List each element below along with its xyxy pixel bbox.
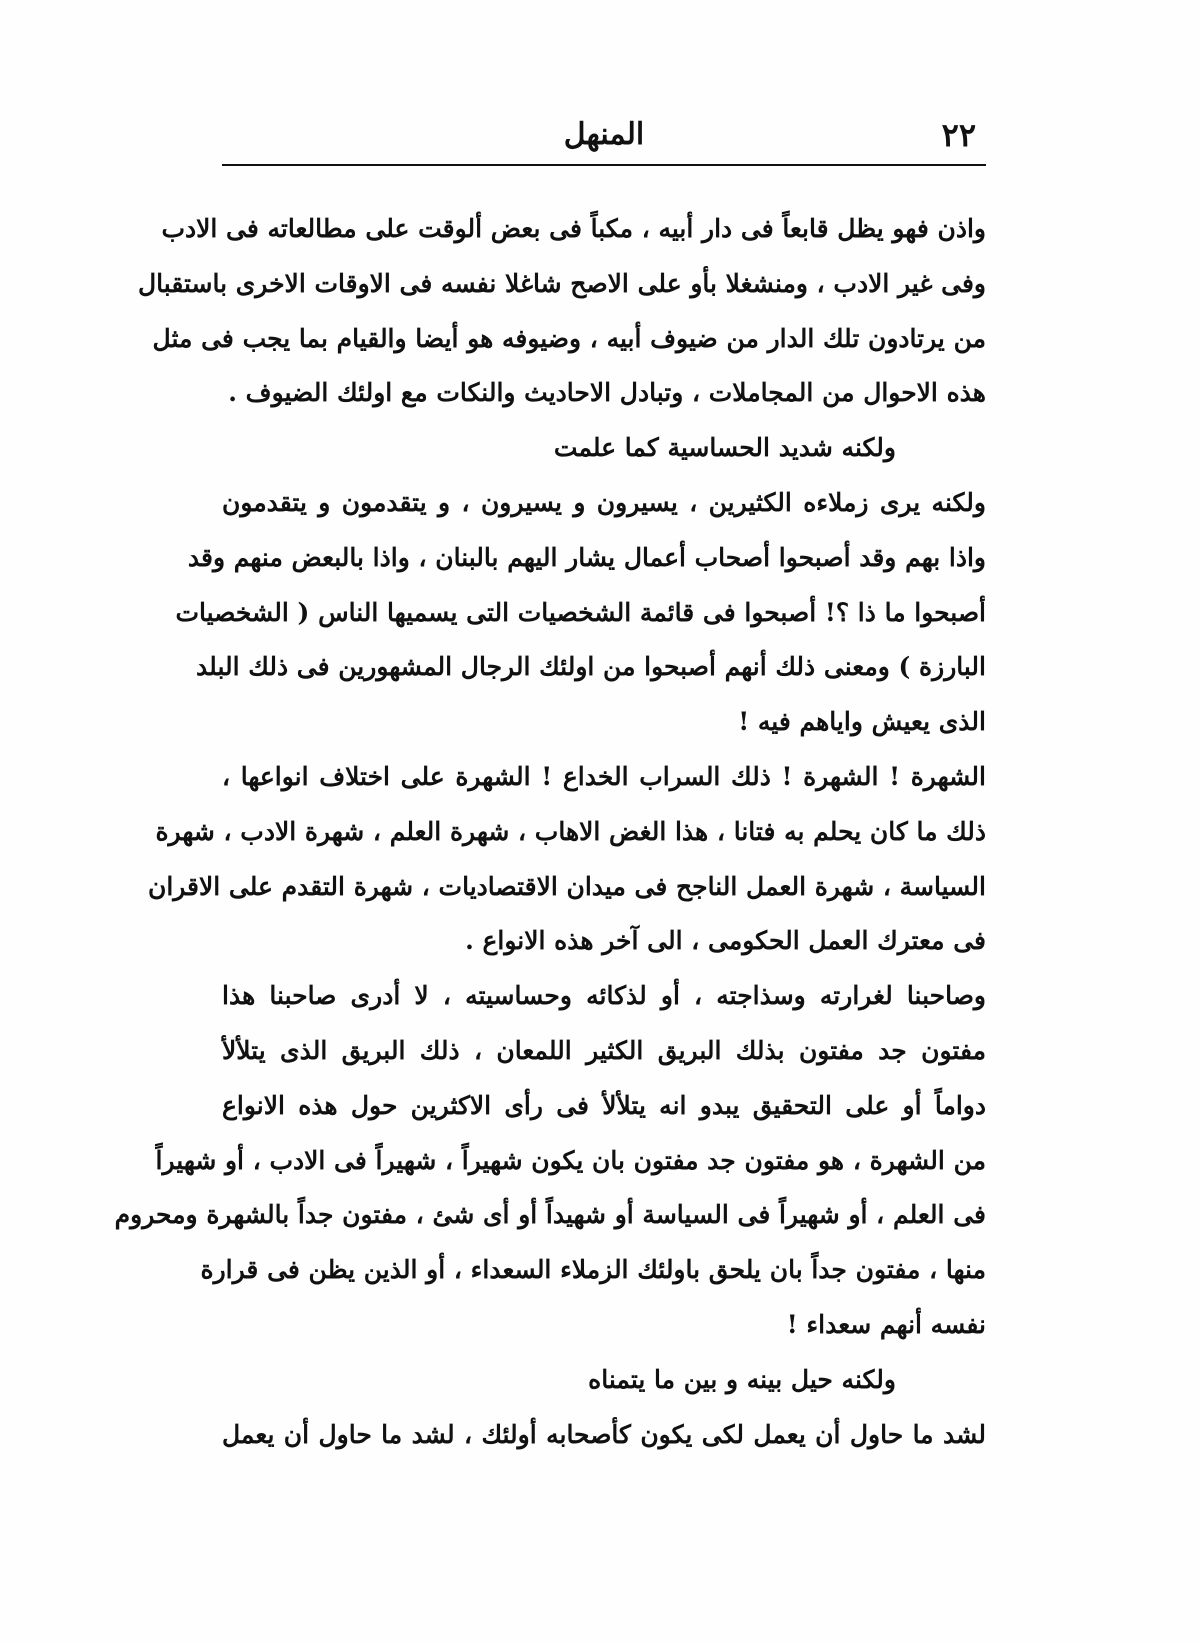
text-line: ولكنه شديد الحساسية كما علمت [553, 433, 896, 463]
page-header [222, 108, 986, 162]
text-line: من الشهرة ، هو مفتون جد مفتون بان يكون شهيراً ، شهيراً فى الادب ، أو شهيراً [155, 1145, 986, 1175]
text-line: فى العلم ، أو شهيراً فى السياسة أو شهيداً أو أى شئ ، مفتون جداً بالشهرة ومحروم [114, 1200, 986, 1230]
text-line: من يرتادون تلك الدار من ضيوف أبيه ، وضيوفه هو أيضا والقيام بما يجب فى مثل [152, 323, 986, 353]
text-line: وصاحبنا لغرارته وسذاجته ، أو لذكائه وحساسيته ، لا أدرى صاحبنا هذا [222, 981, 986, 1011]
page-number: ٢٢ [941, 116, 976, 154]
body-text [114, 202, 986, 1462]
text-line: واذن فهو يظل قابعاً فى دار أبيه ، مكباً فى بعض ألوقت على مطالعاته فى الادب [161, 214, 986, 243]
text-line: منها ، مفتون جداً بان يلحق باولئك الزملاء السعداء ، أو الذين يظن فى قرارة [200, 1255, 986, 1285]
text-line: دواماً أو على التحقيق يبدو انه يتلألأ فى رأى الاكثرين حول هذه الانواع [222, 1090, 986, 1120]
text-line: الشهرة ! الشهرة ! ذلك السراب الخداع ! الشهرة على اختلاف انواعها ، [222, 761, 986, 791]
text-line: أصبحوا ما ذا ؟! أصبحوا فى قائمة الشخصيات التى يسميها الناس ( الشخصيات [175, 597, 986, 627]
text-line: ولكنه يرى زملاءه الكثيرين ، يسيرون و يسيرون ، و يتقدمون و يتقدمون [222, 487, 986, 517]
text-line: الذى يعيش واياهم فيه ! [738, 707, 986, 737]
text-line: نفسه أنهم سعداء ! [786, 1309, 986, 1339]
text-line: البارزة ) ومعنى ذلك أنهم أصبحوا من اولئك الرجال المشهورين فى ذلك البلد [196, 652, 986, 682]
text-line: هذه الاحوال من المجاملات ، وتبادل الاحاديث والنكات مع اولئك الضيوف . [228, 378, 986, 408]
text-line: وفى غير الادب ، ومنشغلا بأو على الاصح شاغلا نفسه فى الاوقات الاخرى باستقبال [138, 268, 986, 298]
running-title: المنهل [563, 117, 645, 152]
text-line: ولكنه حيل بينه و بين ما يتمناه [588, 1364, 896, 1394]
text-line: فى معترك العمل الحكومى ، الى آخر هذه الانواع . [465, 926, 986, 956]
header-rule [222, 164, 986, 166]
text-line: السياسة ، شهرة العمل الناجح فى ميدان الاقتصاديات ، شهرة التقدم على الاقران [147, 871, 986, 901]
text-line: لشد ما حاول أن يعمل لكى يكون كأصحابه أولئك ، لشد ما حاول أن يعمل [222, 1419, 986, 1449]
text-line: مفتون جد مفتون بذلك البريق الكثير اللمعان ، ذلك البريق الذى يتلألأ [222, 1035, 986, 1065]
text-line: ذلك ما كان يحلم به فتانا ، هذا الغض الاهاب ، شهرة العلم ، شهرة الادب ، شهرة [155, 816, 986, 846]
text-line: واذا بهم وقد أصبحوا أصحاب أعمال يشار اليهم بالبنان ، واذا بالبعض منهم وقد [187, 542, 986, 572]
